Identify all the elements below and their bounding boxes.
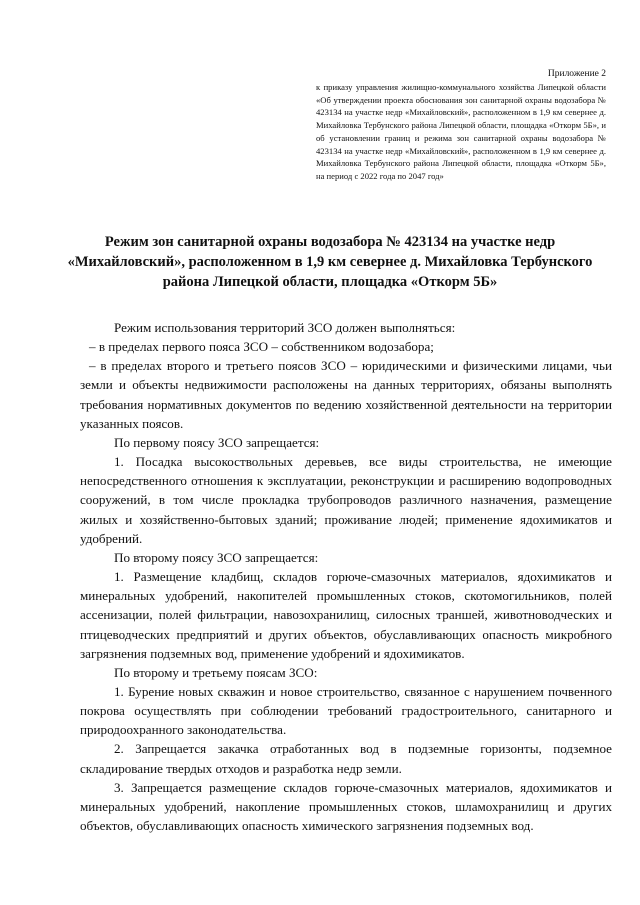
zone23-item-2: 2. Запрещается закачка отработанных вод в подземные горизонты, подземное складирование твердых отходов и разработка недр земли. [80, 741, 612, 776]
zone23-item-1: 1. Бурение новых скважин и новое строительство, связанное с нарушением почвенного покрова осуществлять при соблюдении требований градостроительного, санитарного и природоохранного законодательства. [80, 683, 612, 738]
appendix-reference: к приказу управления жилищно-коммунального хозяйства Липецкой области «Об утверждении проекта обоснования зон санитарной охраны водозабора № 423134 на участке недр «Михайловский», расположенном в 1,9 км севернее д. Михайловка Тербунского района Липецкой области, площадка «Откорм 5Б», и об установлении границ и режима зон санитарной охраны водозабора № 423134 на участке недр «Михайловский», расположенном в 1,9 км севернее д. Михайловка Тербунского района Липецкой области, площадка «Откорм 5Б», на период с 2022 года по 2047 год» [316, 82, 606, 181]
document-title: Режим зон санитарной охраны водозабора № 423134 на участке недр «Михайловский», расположенном в 1,9 км севернее д. Михайловка Тербунского района Липецкой области, площадка «Откорм 5Б» [67, 234, 593, 290]
zone2-heading: По второму поясу ЗСО запрещается: [114, 549, 319, 565]
zone1-heading: По первому поясу ЗСО запрещается: [114, 434, 320, 450]
zone23-heading: По второму и третьему поясам ЗСО: [114, 664, 318, 680]
appendix-label: Приложение 2 [547, 69, 606, 79]
intro-paragraph: Режим использования территорий ЗСО должен выполняться: [114, 320, 456, 335]
zone23-item-3: 3. Запрещается размещение складов горюче-смазочных материалов, ядохимикатов и минеральных удобрений, накопление промышленных стоков, шламохранилищ и других объектов, обуславливающих опасность химического загрязнения подземных вод. [80, 779, 612, 834]
bullet-zone23: – в пределах второго и третьего поясов ЗСО – юридическими и физическими лицами, чьи земли и объекты недвижимости расположены на данных территориях, обязаны выполнять требования нормативных документов по ведению хозяйственной деятельности на территории указанных поясов. [80, 358, 612, 431]
document-body [80, 318, 612, 835]
bullet-zone1: – в пределах первого пояса ЗСО – собственником водозабора; [89, 339, 434, 355]
zone2-item-1: 1. Размещение кладбищ, складов горюче-смазочных материалов, ядохимикатов и минеральных удобрений, накопителей промышленных стоков, скотомогильников, полей ассенизации, полей фильтрации, навозохранилищ, силосных траншей, животноводческих и птицеводческих предприятий и других объектов, обуславливающих опасность микробного загрязнения подземных вод, применение удобрений и ядохимикатов. [80, 569, 612, 661]
zone1-item-1: 1. Посадка высокоствольных деревьев, все виды строительства, не имеющие непосредственного отношения к эксплуатации, реконструкции и расширению водопроводных сооружений, в том числе прокладка трубопроводов различного назначения, размещение жилых и хозяйственно-бытовых зданий; проживание людей; применение ядохимикатов и удобрений. [80, 454, 612, 546]
